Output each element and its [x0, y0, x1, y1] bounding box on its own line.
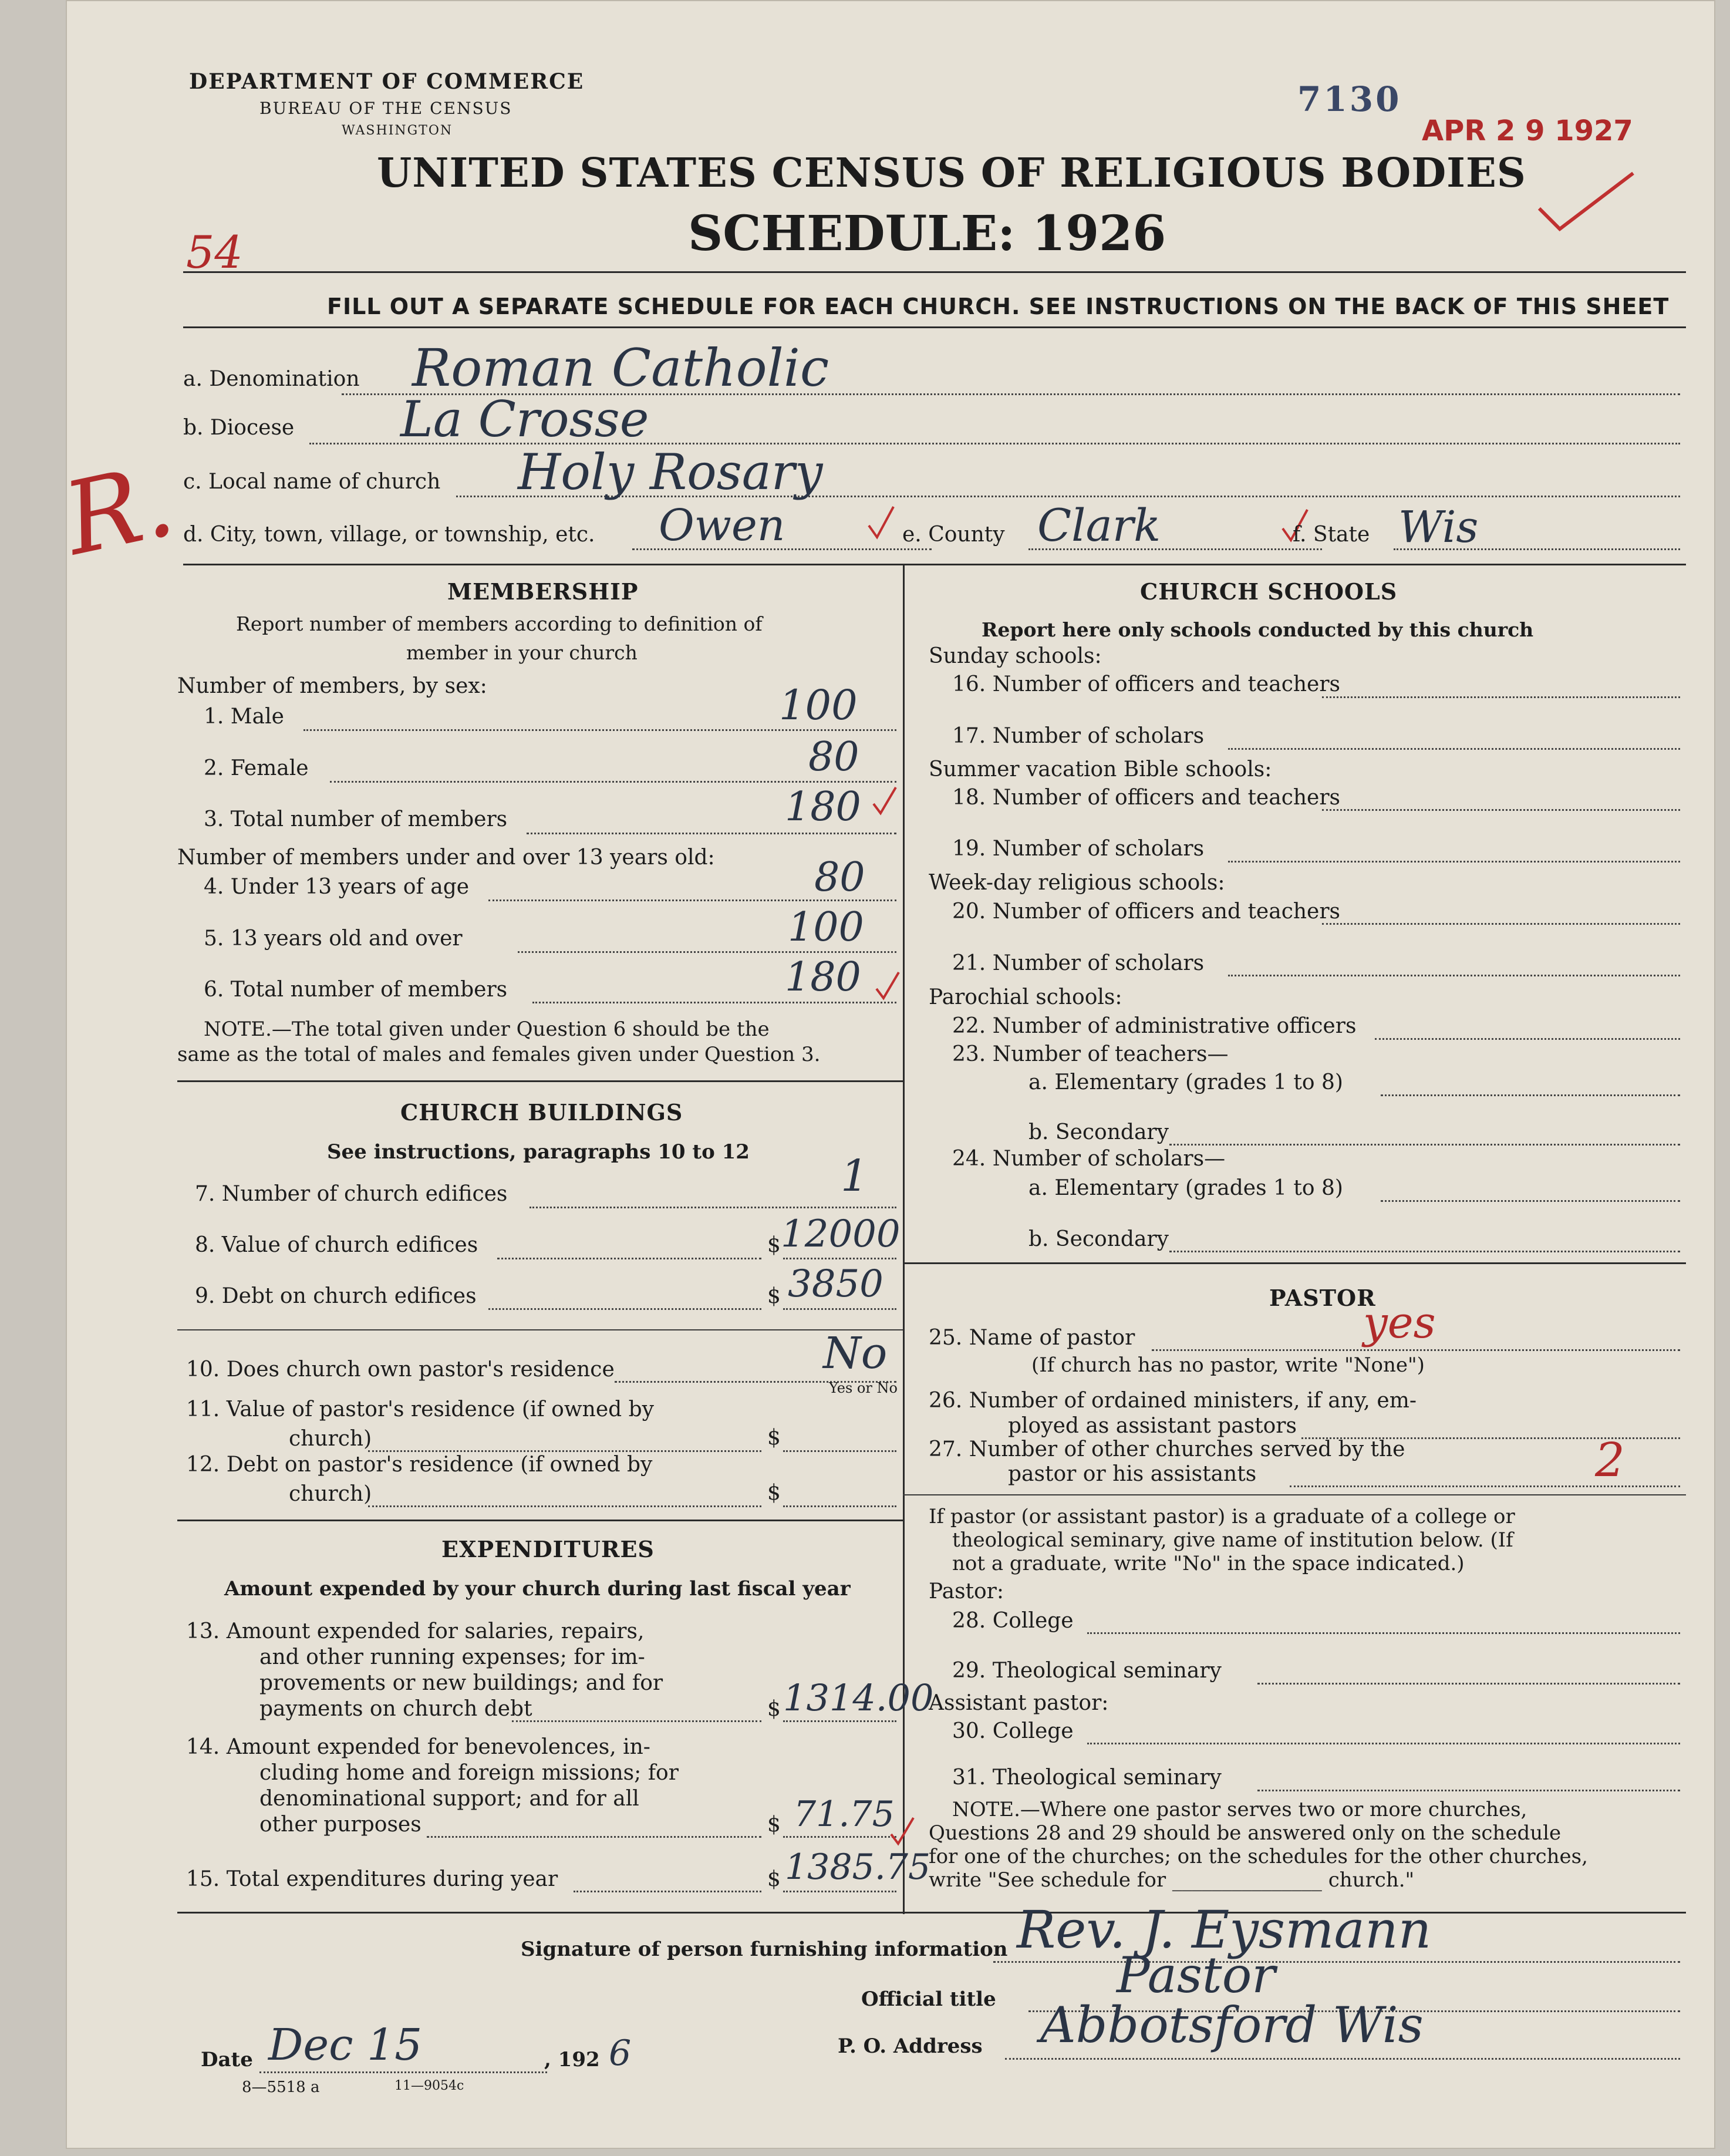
weekday-schools-label: Week-day religious schools: — [929, 871, 1225, 895]
checkmark-icon — [873, 969, 902, 1004]
q5-label: 5. 13 years old and over — [204, 927, 463, 951]
q14-label-a: 14. Amount expended for benevolences, in- — [186, 1735, 650, 1759]
q1-value[interactable]: 100 — [779, 681, 858, 729]
buildings-subheading: See instructions, paragraphs 10 to 12 — [327, 1140, 750, 1164]
official-title-value[interactable]: Pastor — [1117, 1946, 1276, 2004]
q14-line — [427, 1836, 761, 1838]
q9-line — [488, 1308, 761, 1310]
checkmark-icon — [1533, 167, 1639, 238]
q17-label: 17. Number of scholars — [952, 724, 1205, 748]
q13-amount-line — [783, 1720, 896, 1722]
q12-amount-line — [783, 1505, 896, 1507]
state-value[interactable]: Wis — [1398, 502, 1479, 553]
q29-label: 29. Theological seminary — [952, 1659, 1222, 1683]
schools-rule — [903, 1262, 1686, 1264]
pastor-heading: PASTOR — [1269, 1285, 1376, 1311]
q13-label-d: payments on church debt — [259, 1697, 532, 1721]
census-schedule-sheet — [55, 0, 1715, 2149]
q2-line — [330, 781, 896, 783]
q8-label: 8. Value of church edifices — [195, 1233, 478, 1257]
pastor-note-3: for one of the churches; on the schedules for the other churches, — [929, 1845, 1588, 1868]
q14-label-c: denominational support; and for all — [259, 1787, 639, 1811]
q10-value[interactable]: No — [823, 1328, 888, 1379]
date-year-digit[interactable]: 6 — [609, 2033, 632, 2074]
q1-label: 1. Male — [204, 705, 284, 729]
q14-amount-line — [783, 1836, 896, 1838]
q7-value[interactable]: 1 — [841, 1151, 869, 1201]
q22-label: 22. Number of administrative officers — [952, 1014, 1357, 1038]
q27-label-b: pastor or his assistants — [1008, 1462, 1257, 1486]
q17-line — [1228, 748, 1680, 750]
signature-value[interactable]: Rev. J. Eysmann — [1017, 1899, 1432, 1960]
q6-line — [532, 1002, 896, 1003]
buildings-mid-rule — [177, 1329, 903, 1330]
q15-dollar: $ — [767, 1867, 781, 1891]
q25-value[interactable]: yes — [1363, 1298, 1436, 1348]
membership-heading: MEMBERSHIP — [447, 578, 639, 605]
q26-label-a: 26. Number of ordained ministers, if any, em- — [929, 1389, 1417, 1413]
checkmark-icon — [888, 1814, 917, 1850]
expenditures-subheading: Amount expended by your church during last fiscal year — [224, 1577, 851, 1601]
header-rule — [183, 271, 1686, 273]
po-address-label: P. O. Address — [838, 2034, 983, 2058]
q7-line — [530, 1207, 896, 1208]
buildings-heading: CHURCH BUILDINGS — [400, 1099, 683, 1126]
schedule-title: SCHEDULE: 1926 — [688, 206, 1166, 262]
pastor-rule — [903, 1494, 1686, 1495]
q8-line — [497, 1258, 761, 1259]
q25-hint: (If church has no pastor, write "None") — [1031, 1353, 1425, 1377]
q9-amount-line — [783, 1308, 896, 1310]
expenditures-heading: EXPENDITURES — [441, 1536, 655, 1562]
q15-amount-line — [783, 1891, 896, 1892]
denomination-value[interactable]: Roman Catholic — [412, 338, 829, 398]
sunday-schools-label: Sunday schools: — [929, 644, 1102, 668]
q24a-label: a. Elementary (grades 1 to 8) — [1028, 1176, 1343, 1200]
q8-dollar: $ — [767, 1233, 781, 1257]
pastor-note-2: Questions 28 and 29 should be answered only on the schedule — [929, 1821, 1562, 1845]
q13-label-c: provements or new buildings; and for — [259, 1671, 663, 1695]
q27-value[interactable]: 2 — [1595, 1433, 1625, 1487]
q20-line — [1322, 923, 1680, 925]
q9-dollar: $ — [767, 1284, 781, 1308]
q5-line — [518, 951, 896, 953]
official-title-label: Official title — [861, 1987, 996, 2011]
graduate-note-1: If pastor (or assistant pastor) is a graduate of a college or — [929, 1505, 1515, 1528]
form-title: UNITED STATES CENSUS OF RELIGIOUS BODIES — [377, 150, 1526, 197]
washington-line: WASHINGTON — [342, 123, 453, 138]
q30-label: 30. College — [952, 1719, 1074, 1743]
q9-value[interactable]: 3850 — [788, 1262, 883, 1306]
q12-label-a: 12. Debt on pastor's residence (if owned by — [186, 1453, 653, 1477]
q23b-line — [1169, 1144, 1680, 1146]
stamp-number: 7130 — [1297, 79, 1402, 119]
q26-label-b: ployed as assistant pastors — [1008, 1414, 1297, 1438]
bureau-line: BUREAU OF THE CENSUS — [259, 99, 512, 118]
county-label: e. County — [902, 523, 1005, 547]
q15-line — [574, 1891, 761, 1892]
q24b-label: b. Secondary — [1028, 1227, 1169, 1251]
q11-amount-line — [783, 1450, 896, 1452]
q13-label-b: and other running expenses; for im- — [259, 1645, 645, 1669]
state-label: f. State — [1293, 523, 1370, 547]
q24-label: 24. Number of scholars— — [952, 1147, 1226, 1171]
schools-intro: Report here only schools conducted by this church — [982, 618, 1534, 641]
church-name-value[interactable]: Holy Rosary — [518, 443, 823, 501]
q14-label-d: other purposes — [259, 1813, 421, 1837]
instruction-rule — [183, 326, 1686, 328]
q10-hint: Yes or No — [829, 1380, 898, 1396]
pastor-subheading: Pastor: — [929, 1579, 1004, 1603]
membership-intro-1: Report number of members according to definition of — [236, 612, 763, 635]
date-line — [259, 2071, 547, 2073]
q11-label-b: church) — [289, 1427, 372, 1451]
q4-label: 4. Under 13 years of age — [204, 875, 470, 899]
q15-label: 15. Total expenditures during year — [186, 1867, 558, 1891]
q28-line — [1087, 1632, 1680, 1634]
form-number: 8—5518 a — [242, 2078, 320, 2096]
q23a-label: a. Elementary (grades 1 to 8) — [1028, 1070, 1343, 1094]
q8-amount-line — [783, 1258, 896, 1259]
q25-line — [1152, 1349, 1680, 1351]
membership-note-2: same as the total of males and females given under Question 3. — [177, 1043, 821, 1066]
parochial-schools-label: Parochial schools: — [929, 985, 1122, 1009]
q14-dollar: $ — [767, 1813, 781, 1837]
county-value[interactable]: Clark — [1037, 499, 1161, 551]
buildings-rule — [177, 1520, 903, 1521]
q8-value[interactable]: 12000 — [781, 1212, 901, 1256]
q31-label: 31. Theological seminary — [952, 1766, 1222, 1790]
q16-line — [1322, 696, 1680, 698]
q12-dollar: $ — [767, 1481, 781, 1505]
q14-value[interactable]: 71.75 — [794, 1794, 895, 1835]
q31-line — [1257, 1790, 1680, 1791]
q19-line — [1228, 861, 1680, 863]
q1-line — [303, 729, 896, 731]
q29-line — [1257, 1683, 1680, 1685]
q27-label-a: 27. Number of other churches served by the — [929, 1437, 1405, 1461]
q6-label: 6. Total number of members — [204, 978, 508, 1002]
schools-heading: CHURCH SCHOOLS — [1140, 578, 1398, 605]
q19-label: 19. Number of scholars — [952, 837, 1205, 861]
graduate-note-3: not a graduate, write "No" in the space indicated.) — [952, 1552, 1465, 1575]
received-date-stamp: APR 2 9 1927 — [1422, 114, 1633, 147]
checkmark-icon — [864, 502, 899, 543]
q3-label: 3. Total number of members — [204, 807, 508, 831]
diocese-label: b. Diocese — [183, 416, 295, 440]
membership-intro-2: member in your church — [406, 641, 638, 664]
q23b-label: b. Secondary — [1028, 1120, 1169, 1144]
city-value[interactable]: Owen — [659, 500, 785, 551]
q25-label: 25. Name of pastor — [929, 1326, 1135, 1350]
graduate-note-2: theological seminary, give name of institution below. (If — [952, 1528, 1513, 1552]
q24b-line — [1169, 1251, 1680, 1252]
q11-dollar: $ — [767, 1426, 781, 1450]
q12-label-b: church) — [289, 1482, 372, 1506]
q4-value[interactable]: 80 — [814, 854, 865, 901]
membership-rule — [177, 1080, 903, 1082]
members-by-age-label: Number of members under and over 13 years old: — [177, 845, 715, 870]
q2-value[interactable]: 80 — [808, 734, 859, 780]
q6-value[interactable]: 180 — [785, 954, 861, 1000]
department-line: DEPARTMENT OF COMMERCE — [189, 69, 585, 94]
pastor-note-1: NOTE.—Where one pastor serves two or more churches, — [952, 1798, 1527, 1821]
checkmark-icon — [870, 784, 899, 819]
q18-line — [1322, 809, 1680, 811]
q18-label: 18. Number of officers and teachers — [952, 786, 1341, 810]
q15-value[interactable]: 1385.75 — [785, 1847, 931, 1888]
date-value[interactable]: Dec 15 — [268, 2020, 423, 2070]
q28-label: 28. College — [952, 1609, 1074, 1633]
membership-note-1: NOTE.—The total given under Question 6 should be the — [204, 1018, 770, 1041]
q13-line — [512, 1720, 761, 1722]
q13-value[interactable]: 1314.00 — [783, 1676, 934, 1719]
q5-value[interactable]: 100 — [788, 904, 864, 951]
q7-label: 7. Number of church edifices — [195, 1182, 508, 1206]
q3-value[interactable]: 180 — [785, 784, 861, 830]
assistant-subheading: Assistant pastor: — [929, 1691, 1109, 1715]
q10-label: 10. Does church own pastor's residence — [186, 1357, 615, 1382]
date-label: Date — [201, 2048, 253, 2071]
members-by-sex-label: Number of members, by sex: — [177, 674, 487, 698]
bottom-rule — [177, 1912, 1686, 1914]
margin-note: 54 — [186, 226, 243, 278]
pastor-note-4: write "See schedule for _______________ church." — [929, 1868, 1415, 1892]
po-address-line — [1005, 2058, 1680, 2060]
denomination-label: a. Denomination — [183, 367, 360, 391]
q20-label: 20. Number of officers and teachers — [952, 900, 1341, 924]
q21-label: 21. Number of scholars — [952, 951, 1205, 975]
q3-line — [527, 833, 896, 834]
q13-dollar: $ — [767, 1697, 781, 1721]
date-year-prefix: , 192 — [544, 2048, 600, 2071]
q12-line — [368, 1505, 761, 1507]
church-name-label: c. Local name of church — [183, 470, 441, 494]
margin-letter: R. — [55, 442, 184, 578]
diocese-value[interactable]: La Crosse — [400, 390, 649, 448]
summer-schools-label: Summer vacation Bible schools: — [929, 757, 1272, 781]
signature-line — [993, 1961, 1680, 1963]
general-instruction: FILL OUT A SEPARATE SCHEDULE FOR EACH CHURCH. SEE INSTRUCTIONS ON THE BACK OF THIS SHEET — [327, 294, 1670, 319]
q9-label: 9. Debt on church edifices — [195, 1284, 477, 1308]
q23a-line — [1381, 1094, 1680, 1096]
q23-label: 23. Number of teachers— — [952, 1042, 1229, 1066]
signature-label: Signature of person furnishing information — [521, 1938, 1008, 1961]
po-address-value[interactable]: Abbotsford Wis — [1040, 1996, 1424, 2054]
q14-label-b: cluding home and foreign missions; for — [259, 1761, 679, 1785]
q11-label-a: 11. Value of pastor's residence (if owned by — [186, 1397, 655, 1421]
city-label: d. City, town, village, or township, etc. — [183, 523, 595, 547]
identity-rule — [183, 564, 1686, 565]
q30-line — [1087, 1743, 1680, 1744]
q16-label: 16. Number of officers and teachers — [952, 672, 1341, 696]
q13-label-a: 13. Amount expended for salaries, repairs, — [186, 1619, 645, 1643]
q21-line — [1228, 975, 1680, 976]
print-number: 11—9054c — [394, 2078, 464, 2093]
q2-label: 2. Female — [204, 756, 309, 780]
q22-line — [1375, 1038, 1680, 1040]
q24a-line — [1381, 1200, 1680, 1202]
q11-line — [368, 1450, 761, 1452]
